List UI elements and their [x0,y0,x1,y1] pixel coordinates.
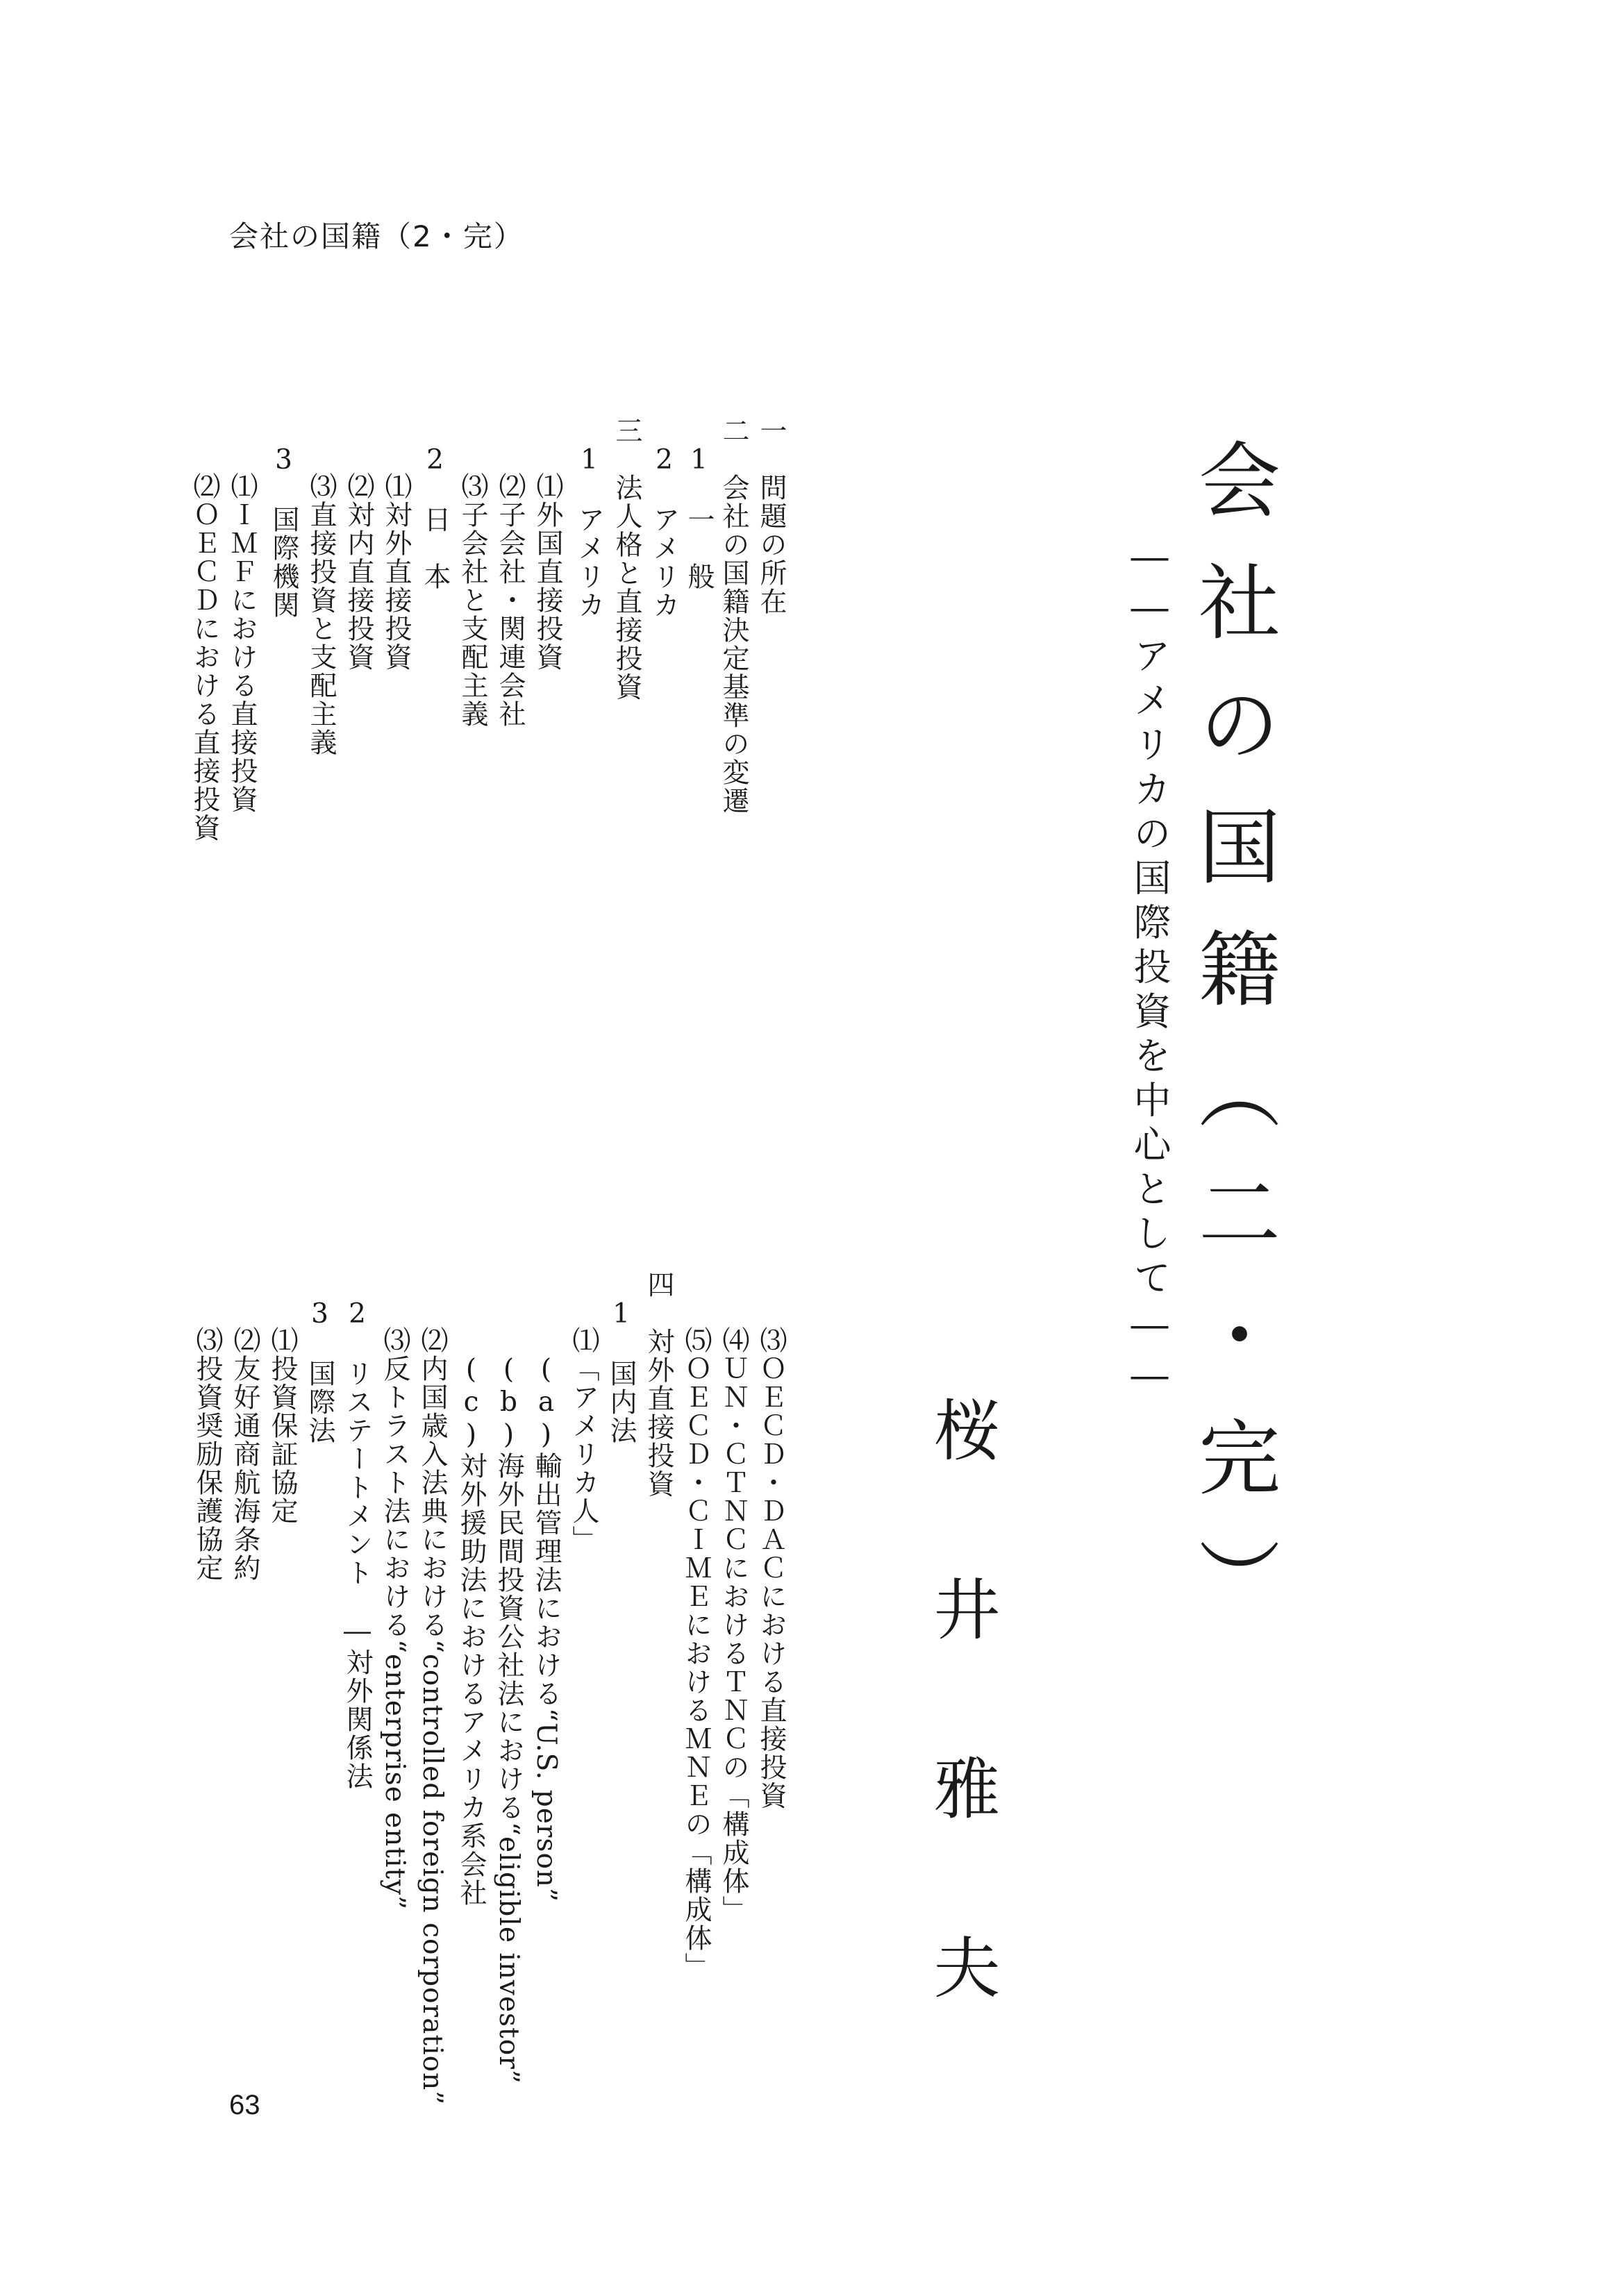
toc-upper-item: 1 一 般 [683,444,715,591]
toc-upper-item: ⑴ＩＭＦにおける直接投資 [226,472,258,814]
toc-lower-text: ⑵友好通商航海条約 [229,1326,260,1582]
toc-lower-item [606,1298,636,1445]
toc-lower-text: ⑷ＵＮ・ＣＴＮＣにおけるＴＮＣの「構成体」 [718,1326,749,1924]
toc-lower-item [456,1354,486,1907]
toc-lower-item [493,1354,524,2084]
toc-lower-item [681,1326,711,1981]
toc-upper-item: 三 法人格と直接投資 [611,417,642,701]
toc-lower-item [568,1326,599,1554]
author-name: 桜井雅夫 [923,1396,1001,2112]
toc-lower-latin: “eligible investor” [493,1822,524,2084]
article-subtitle: ――アメリカの国際投資を中心として―― [1128,535,1171,1404]
toc-lower-text: (a)輸出管理法における [531,1354,562,1708]
toc-lower-text: ⑶反トラスト法における [379,1326,410,1639]
toc-upper-item: 一 問題の所在 [756,417,787,616]
toc-lower-item [643,1271,674,1498]
toc-upper-item: ⑴外国直接投資 [532,472,563,671]
toc-lower-text: 3 国際法 [304,1298,335,1445]
article-title: 会社の国籍（二・完） [1185,437,1281,1659]
page-number: 63 [229,2090,260,2120]
toc-lower-text: ⑶ＯＥＣＤ・ＤＡＣにおける直接投資 [756,1326,787,1810]
toc-lower-text: (b)海外民間投資公社法における [493,1354,524,1822]
toc-lower-item [379,1326,410,1910]
toc-lower-text: ⑴「アメリカ人」 [568,1326,599,1554]
toc-lower-latin: “controlled foreign corporation” [417,1639,448,2106]
toc-lower-item [192,1326,222,1582]
toc-lower-text: 四 対外直接投資 [643,1271,674,1498]
toc-lower-item [229,1326,260,1582]
toc-upper-item: 二 会社の国籍決定基準の変遷 [718,417,749,815]
toc-lower-text: ⑴投資保証協定 [267,1326,298,1525]
toc-lower-text: 2 リステートメント ―対外関係法 [342,1298,373,1791]
toc-lower-text: ⑵内国歳入法典における [417,1326,448,1639]
toc-lower-item [718,1326,749,1924]
toc-upper-item: ⑵対内直接投資 [343,472,374,671]
toc-upper-item: ⑶子会社と支配主義 [457,472,488,728]
toc-lower-text: (c)対外援助法におけるアメリカ系会社 [456,1354,487,1907]
toc-upper-item: ⑴対外直接投資 [381,472,412,671]
toc-upper-item: ⑵ＯＥＣＤにおける直接投資 [189,472,220,842]
toc-upper-item: ⑶直接投資と支配主義 [306,472,337,757]
toc-upper-item: 1 アメリカ [574,444,605,619]
toc-upper-item: 2 アメリカ [649,444,680,619]
running-head: 会社の国籍（2・完） [229,219,524,253]
toc-lower-item [756,1326,786,1810]
toc-lower-text: ⑶投資奨励保護協定 [192,1326,223,1582]
toc-lower-latin: “U.S. person” [531,1708,562,1902]
toc-lower-text: 1 国内法 [606,1298,637,1445]
toc-lower-item [342,1298,372,1791]
toc-lower-item [267,1326,297,1525]
toc-lower-text: ⑸ＯＥＣＤ・ＣＩＭＥにおけるＭＮＥの「構成体」 [681,1326,712,1981]
toc-lower-item [304,1298,335,1445]
toc-upper-item: 2 日 本 [419,444,451,591]
toc-upper-item: ⑵子会社・関連会社 [494,472,526,728]
toc-lower-item [417,1326,447,2105]
toc-lower-item [531,1354,561,1902]
toc-upper-item: 3 国際機関 [268,444,299,619]
toc-lower-latin: “enterprise entity” [379,1639,410,1911]
